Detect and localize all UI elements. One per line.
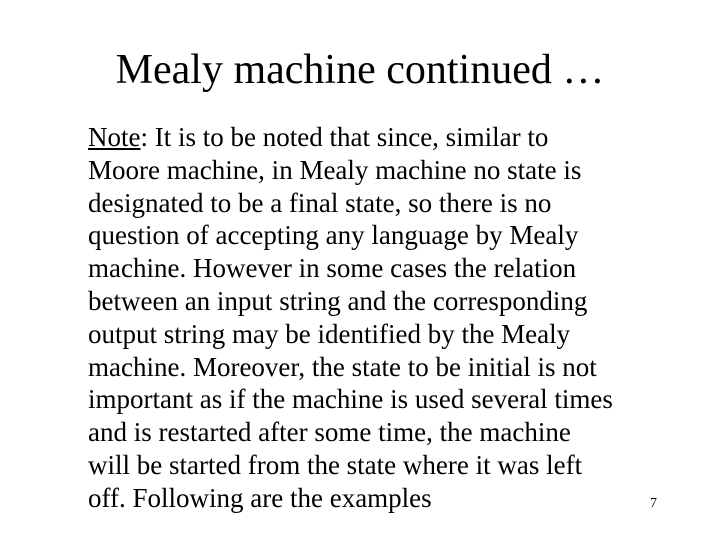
paragraph-line-text: : It is to be noted that since, similar to	[140, 122, 549, 152]
paragraph-line: output string may be identified by the Mealy	[88, 318, 571, 349]
paragraph-line	[88, 121, 688, 154]
slide-number: 7	[650, 496, 657, 511]
paragraph-line: important as if the machine is used several times	[88, 384, 613, 415]
note-paragraph	[88, 121, 688, 515]
paragraph-line: question of accepting any language by Mealy	[88, 220, 579, 251]
paragraph-line: designated to be a final state, so there is no	[88, 187, 552, 218]
paragraph-line: between an input string and the corresponding	[88, 285, 588, 316]
paragraph-line: machine. Moreover, the state to be initial is not	[88, 351, 597, 382]
paragraph-line: will be started from the state where it was left	[88, 449, 583, 480]
paragraph-line: Moore machine, in Mealy machine no state is	[88, 154, 582, 185]
slide-title: Mealy machine continued …	[115, 47, 605, 93]
paragraph-line: and is restarted after some time, the machine	[88, 417, 571, 448]
paragraph-line: off. Following are the examples	[88, 482, 432, 513]
note-label: Note	[88, 122, 141, 152]
paragraph-line: machine. However in some cases the relation	[88, 253, 577, 284]
